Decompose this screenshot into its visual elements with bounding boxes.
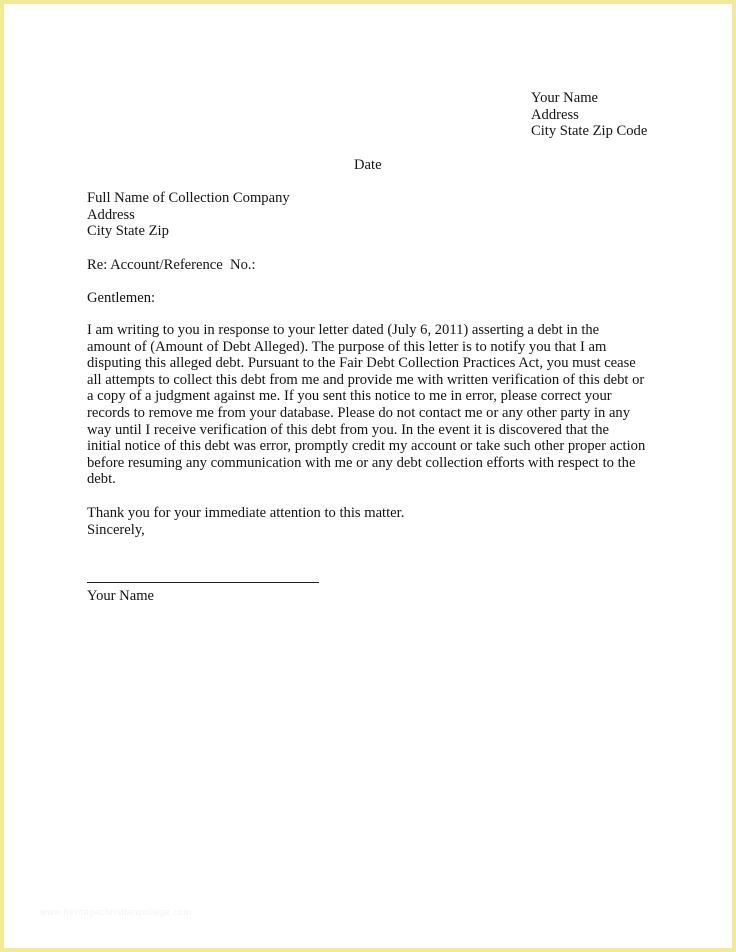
reference-text: Re: Account/Reference No.:: [87, 257, 256, 273]
closing-thanks: Thank you for your immediate attention to this matter.: [87, 505, 405, 521]
sender-city-state-zip: City State Zip Code: [531, 123, 648, 140]
body-line: I am writing to you in response to your letter dated (July 6, 2011) asserting a debt in the: [87, 322, 600, 338]
recipient-city-state-zip: City State Zip: [87, 223, 169, 240]
body-line: way until I receive verification of this debt from you. In the event it is discovered that the: [87, 421, 609, 438]
signature-line: [87, 582, 319, 583]
sender-address: Address: [531, 106, 579, 123]
closing-block: [87, 505, 404, 538]
body-line: all attempts to collect this debt from me and provide me with written verification of this debt or: [87, 371, 645, 388]
closing-sign-off: Sincerely,: [87, 521, 145, 538]
sender-block: [531, 90, 647, 140]
body-line: disputing this alleged debt. Pursuant to the Fair Debt Collection Practices Act, you must cease: [87, 355, 636, 372]
salutation: [87, 290, 155, 307]
letter-page: [4, 4, 732, 948]
recipient-company: Full Name of Collection Company: [87, 190, 290, 206]
salutation-text: Gentlemen:: [87, 290, 156, 306]
body-line: before resuming any communication with me or any debt collection efforts with respect to the: [87, 454, 636, 471]
body-line: initial notice of this debt was error, promptly credit my account or take such other proper action: [87, 438, 646, 455]
watermark: www.heritagechristiancollege.com: [40, 907, 192, 917]
body-line: a copy of a judgment against me. If you sent this notice to me in error, please correct your: [87, 388, 612, 405]
letter-body: [87, 322, 645, 488]
body-line: debt.: [87, 471, 116, 488]
body-line: records to remove me from your database. Please do not contact me or any other party in any: [87, 404, 631, 421]
body-line: amount of (Amount of Debt Alleged). The purpose of this letter is to notify you that I am: [87, 338, 607, 355]
signature-name: Your Name: [87, 588, 155, 604]
reference-line: [87, 257, 256, 274]
recipient-block: [87, 190, 290, 240]
letter-date: [354, 157, 382, 174]
sender-name: Your Name: [531, 90, 599, 106]
date-text: Date: [354, 157, 382, 173]
signature-name-block: [87, 588, 154, 605]
recipient-address: Address: [87, 206, 135, 223]
